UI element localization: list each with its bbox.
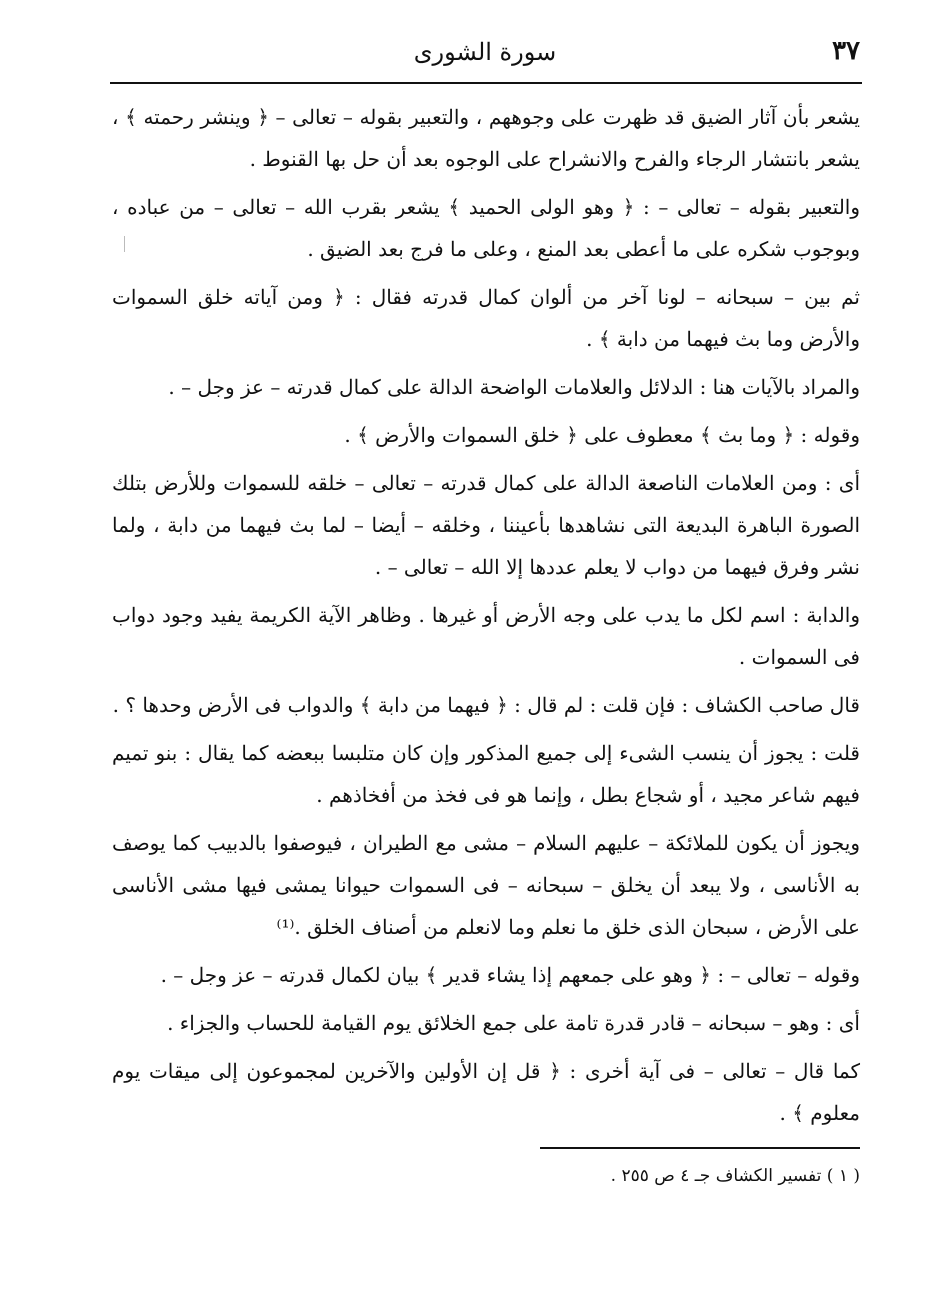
paragraph: ويجوز أن يكون للملائكة – عليهم السلام – مشى مع الطيران ، فيوصفوا بالدبيب كما يوصف به الأناسى ، ولا يبعد أن يخلق – سبحانه – فى السموات حيوانا يمشى فيها مشى الأناسى على الأرض ، سبحان الذى خلق ما نعلم وما لانعلم من أصناف الخلق .⁽¹⁾ [112, 831, 860, 939]
page-header [110, 30, 860, 78]
footnote-divider [540, 1147, 860, 1149]
surah-title: سورة الشورى [413, 38, 557, 66]
paragraph: قلت : يجوز أن ينسب الشىء إلى جميع المذكور وإن كان متلبسا ببعضه كما يقال : بنو تميم فيهم شاعر مجيد ، أو شجاع بطل ، وإنما هو فى فخذ من أفخاذهم . [112, 741, 860, 807]
paragraph: يشعر بأن آثار الضيق قد ظهرت على وجوههم ، والتعبير بقوله – تعالى – ﴿ وينشر رحمته ﴾ ، يشعر بانتشار الرجاء والفرح والانشراح على الوجوه بعد أن حل بها القنوط . [112, 105, 860, 171]
paragraph: والمراد بالآيات هنا : الدلائل والعلامات الواضحة الدالة على كمال قدرته – عز وجل – . [168, 375, 860, 399]
footnote: ( ١ ) تفسير الكشاف جـ ٤ ص ٢٥٥ . [610, 1166, 860, 1186]
page-number: ٣٧ [832, 36, 860, 66]
header-divider [110, 82, 862, 84]
paragraph: كما قال – تعالى – فى آية أخرى : ﴿ قل إن الأولين والآخرين لمجموعون إلى ميقات يوم معلوم ﴾ . [112, 1059, 860, 1125]
paragraph: وقوله – تعالى – : ﴿ وهو على جمعهم إذا يشاء قدير ﴾ بيان لكمال قدرته – عز وجل – . [160, 963, 860, 987]
body-text [112, 96, 860, 1126]
paragraph: أى : وهو – سبحانه – قادر قدرة تامة على جمع الخلائق يوم القيامة للحساب والجزاء . [167, 1011, 860, 1035]
paragraph: أى : ومن العلامات الناصعة الدالة على كمال قدرته – تعالى – خلقه للسموات وللأرض بتلك الصورة الباهرة البديعة التى نشاهدها بأعيننا ، وخلقه – أيضا – لما بث فيهما من دابة ، ولما نشر وفرق فيهما من دواب لا يعلم عددها إلا الله – تعالى – . [112, 471, 860, 579]
paragraph: ثم بين – سبحانه – لونا آخر من ألوان كمال قدرته فقال : ﴿ ومن آياته خلق السموات والأرض وما بث فيهما من دابة ﴾ . [112, 285, 860, 351]
paragraph: والتعبير بقوله – تعالى – : ﴿ وهو الولى الحميد ﴾ يشعر بقرب الله – تعالى – من عباده ، وبوجوب شكره على ما أعطى بعد المنع ، وعلى ما فرج بعد الضيق . [112, 195, 860, 261]
paragraph: قال صاحب الكشاف : فإن قلت : لم قال : ﴿ فيهما من دابة ﴾ والدواب فى الأرض وحدها ؟ . [112, 693, 860, 717]
paragraph: وقوله : ﴿ وما بث ﴾ معطوف على ﴿ خلق السموات والأرض ﴾ . [344, 423, 860, 447]
paragraph: والدابة : اسم لكل ما يدب على وجه الأرض أو غيرها . وظاهر الآية الكريمة يفيد وجود دواب فى السموات . [112, 603, 860, 669]
